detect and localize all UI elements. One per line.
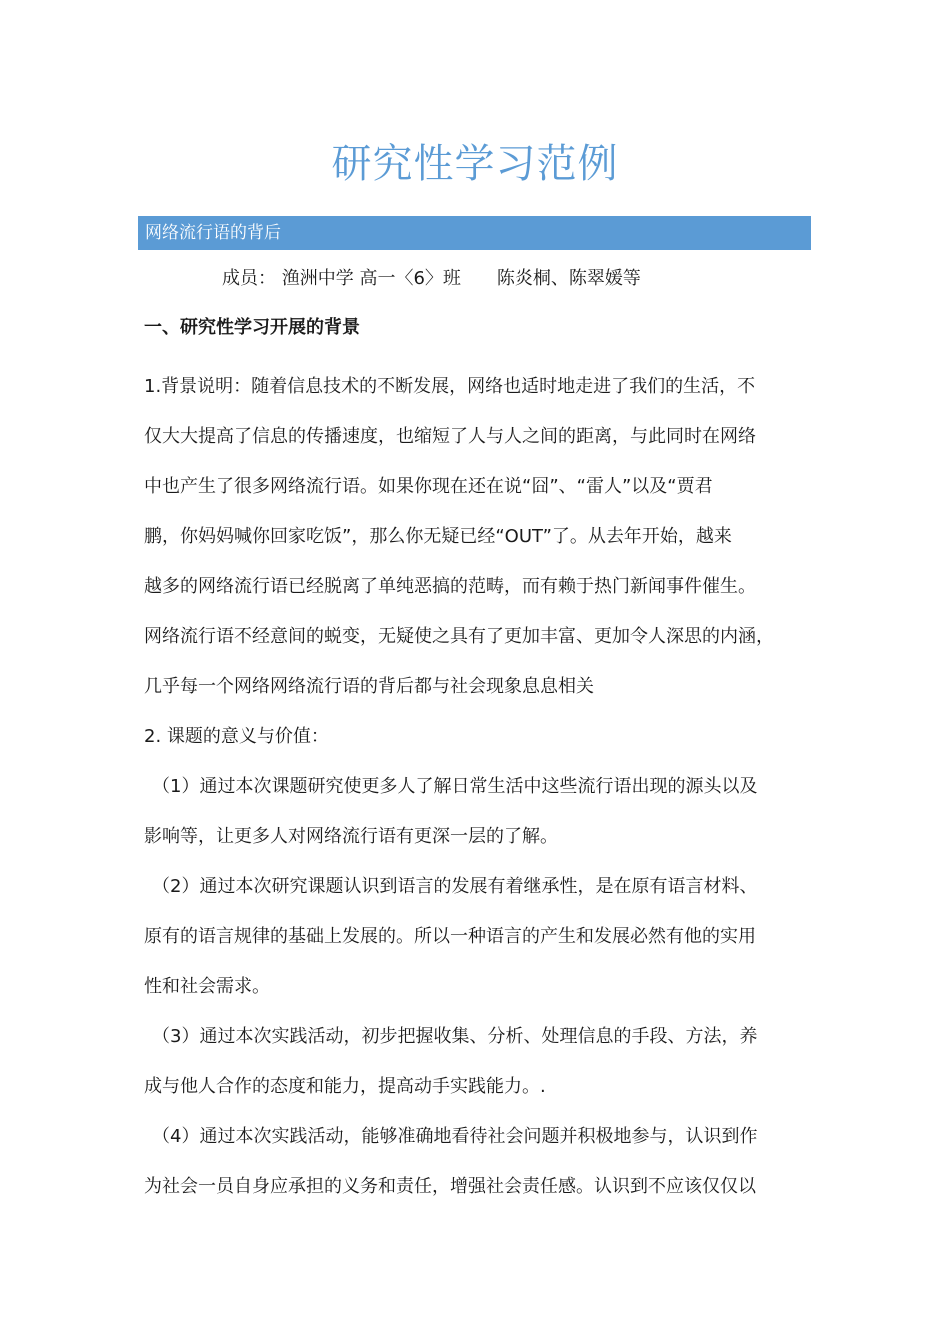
body-line: （1）通过本次课题研究使更多人了解日常生活中这些流行语出现的源头以及 — [152, 776, 758, 797]
body-line: （2）通过本次研究课题认识到语言的发展有着继承性，是在原有语言材料、 — [152, 876, 758, 897]
document-title: 研究性学习范例 — [331, 141, 619, 187]
body-line: 性和社会需求。 — [144, 976, 270, 997]
members-names: 陈炎桐、陈翠媛等 — [496, 268, 641, 289]
body-line: 1.背景说明：随着信息技术的不断发展，网络也适时地走进了我们的生活，不 — [144, 376, 756, 397]
section-heading: 一、研究性学习开展的背景 — [144, 317, 360, 338]
topic-banner: 网络流行语的背后 — [138, 216, 811, 250]
body-line: （3）通过本次实践活动，初步把握收集、分析、处理信息的手段、方法，养 — [152, 1026, 758, 1047]
body-line: 中也产生了很多网络流行语。如果你现在还在说“囧”、“雷人”以及“贾君 — [144, 476, 713, 497]
body-line: 成与他人合作的态度和能力，提高动手实践能力。. — [144, 1076, 546, 1097]
subsection-heading: 2. 课题的意义与价值： — [144, 726, 329, 747]
body-line: 网络流行语不经意间的蜕变，无疑使之具有了更加丰富、更加令人深思的内涵， — [144, 626, 774, 647]
body-line: 原有的语言规律的基础上发展的。所以一种语言的产生和发展必然有他的实用 — [144, 926, 756, 947]
members-line — [222, 264, 641, 294]
body-line: 仅大大提高了信息的传播速度，也缩短了人与人之间的距离，与此同时在网络 — [144, 426, 756, 447]
body-line: 越多的网络流行语已经脱离了单纯恶搞的范畴，而有赖于热门新闻事件催生。 — [144, 576, 756, 597]
body-line: 鹏，你妈妈喊你回家吃饭”，那么你无疑已经“OUT”了。从去年开始，越来 — [144, 526, 732, 547]
body-text — [144, 312, 819, 1212]
body-line: （4）通过本次实践活动，能够准确地看待社会问题并积极地参与，认识到作 — [152, 1126, 758, 1147]
body-line: 为社会一员自身应承担的义务和责任，增强社会责任感。认识到不应该仅仅以 — [144, 1176, 756, 1197]
body-line: 影响等，让更多人对网络流行语有更深一层的了解。 — [144, 826, 558, 847]
members-class: 成员： 渔洲中学 高一〈6〉班 — [222, 268, 461, 289]
body-line: 几乎每一个网络网络流行语的背后都与社会现象息息相关 — [144, 676, 594, 697]
